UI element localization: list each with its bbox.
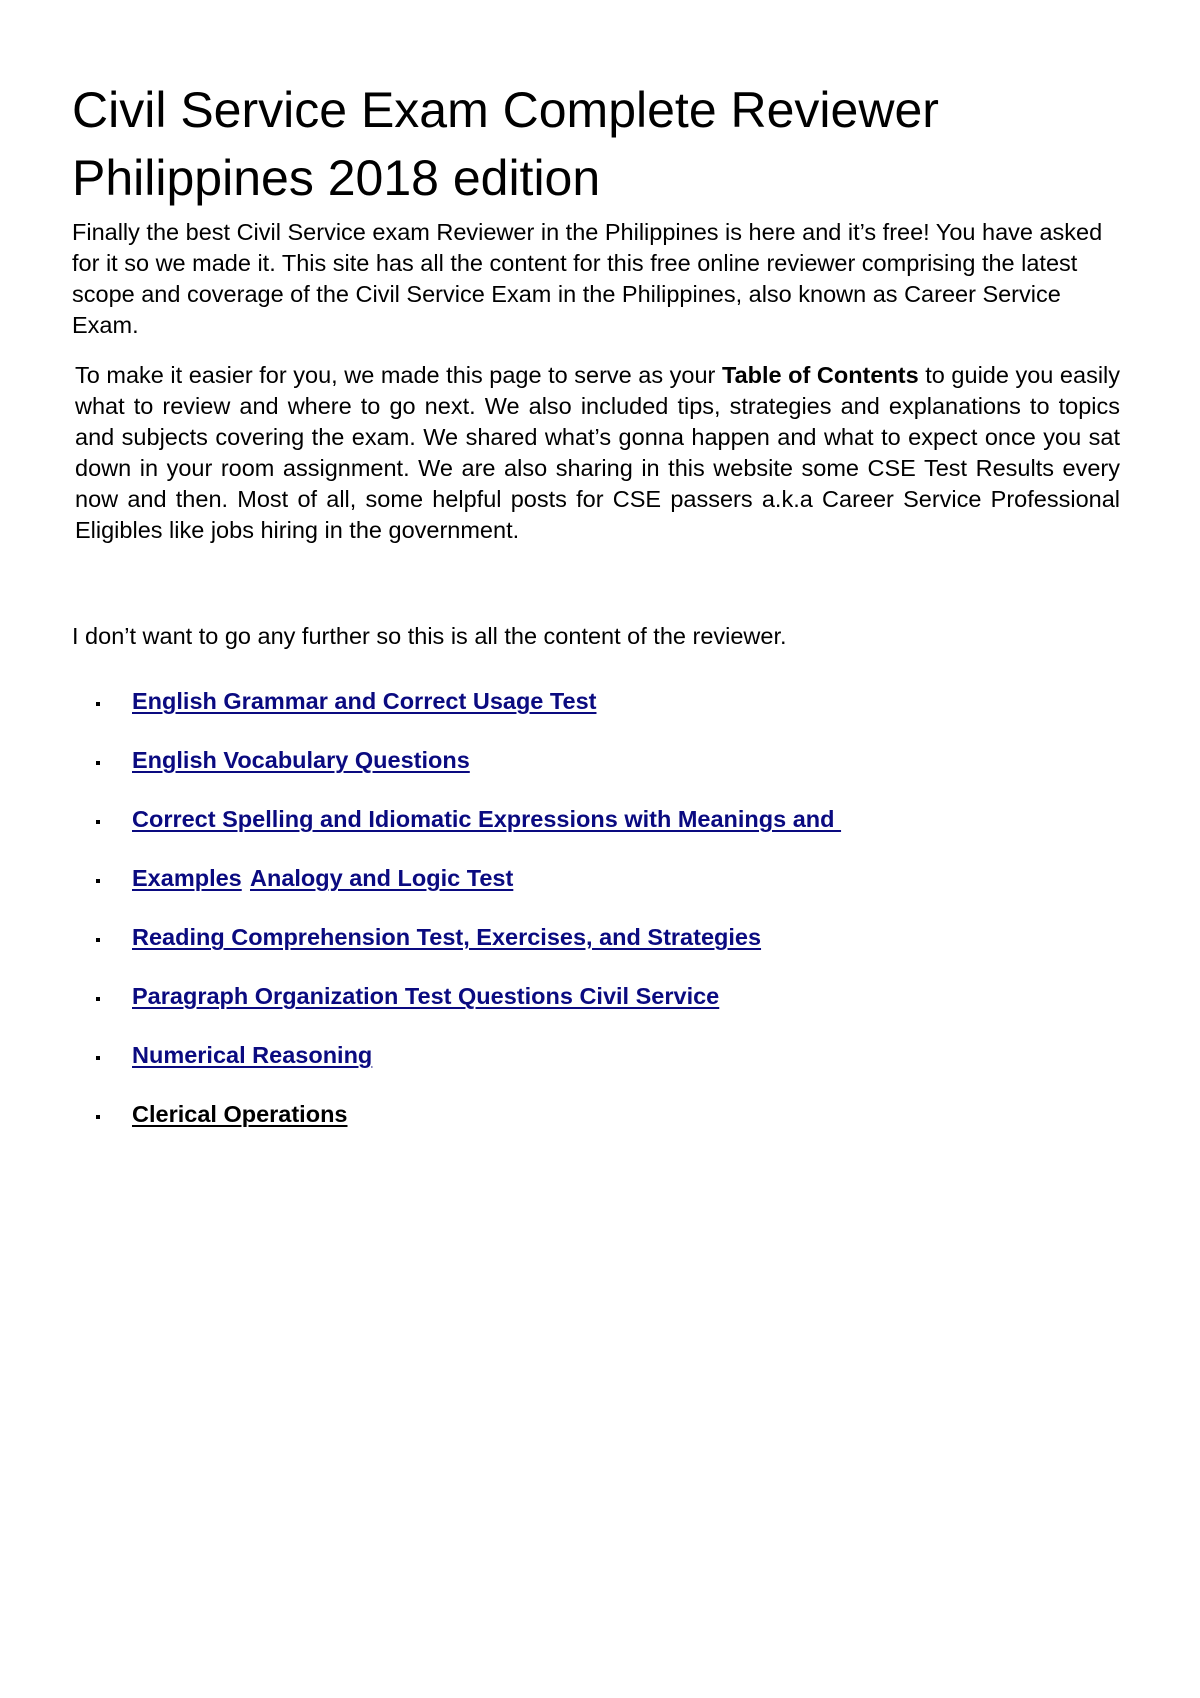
list-item [0, 863, 1200, 922]
closing-paragraph: I don’t want to go any further so this is all the content of the reviewer. [72, 623, 787, 649]
bullet-icon [96, 879, 100, 883]
bullet-icon [96, 1115, 100, 1119]
bullet-icon [96, 702, 100, 706]
intro-paragraph: Finally the best Civil Service exam Reviewer in the Philippines is here and it’s free! You have asked for it so we made it. This site has all the content for this free online reviewer comprising the latest scope and coverage of the Civil Service Exam in the Philippines, also known as Career Service Exam. [72, 219, 1103, 338]
link-english-vocabulary[interactable]: English Vocabulary Questions [132, 747, 470, 773]
bullet-icon [96, 820, 100, 824]
link-numerical-reasoning[interactable]: Numerical Reasoning [132, 1042, 373, 1068]
toc-intro-paragraph [75, 360, 1120, 546]
link-clerical-operations[interactable]: Clerical Operations [132, 1101, 348, 1127]
list-item [0, 981, 1200, 1040]
list-item [0, 1040, 1200, 1099]
toc-intro-text-after: to guide you easily what to review and where to go next. We also included tips, strategies and explanations to topics and subjects covering the exam. We shared what’s gonna happen and what to expect once you sat down in your room assignment. We are also sharing in this website some CSE Test Results every now and then. Most of all, some helpful posts for CSE passers a.k.a Career Service Professional Eligibles like jobs hiring in the government. [75, 362, 1121, 543]
bullet-icon [96, 938, 100, 942]
toc-link-list [0, 686, 1200, 1158]
toc-intro-bold-phrase: Table of Contents [721, 362, 919, 388]
link-paragraph-organization[interactable]: Paragraph Organization Test Questions Civil Service [132, 983, 720, 1009]
link-analogy-logic[interactable]: Analogy and Logic Test [250, 865, 514, 891]
bullet-icon [96, 1056, 100, 1060]
link-english-grammar[interactable]: English Grammar and Correct Usage Test [132, 688, 597, 714]
bullet-icon [96, 761, 100, 765]
list-item [0, 922, 1200, 981]
list-item [0, 1099, 1200, 1158]
list-item [0, 804, 1200, 863]
page-title: Civil Service Exam Complete Reviewer Philippines 2018 edition [72, 82, 939, 206]
list-item [0, 745, 1200, 804]
link-reading-comprehension[interactable]: Reading Comprehension Test, Exercises, and Strategies [132, 924, 762, 950]
toc-intro-text-before: To make it easier for you, we made this page to serve as your [75, 362, 722, 388]
list-item [0, 686, 1200, 745]
bullet-icon [96, 997, 100, 1001]
link-examples[interactable]: Examples [132, 865, 242, 891]
link-correct-spelling[interactable]: Correct Spelling and Idiomatic Expressions with Meanings and [132, 806, 842, 832]
